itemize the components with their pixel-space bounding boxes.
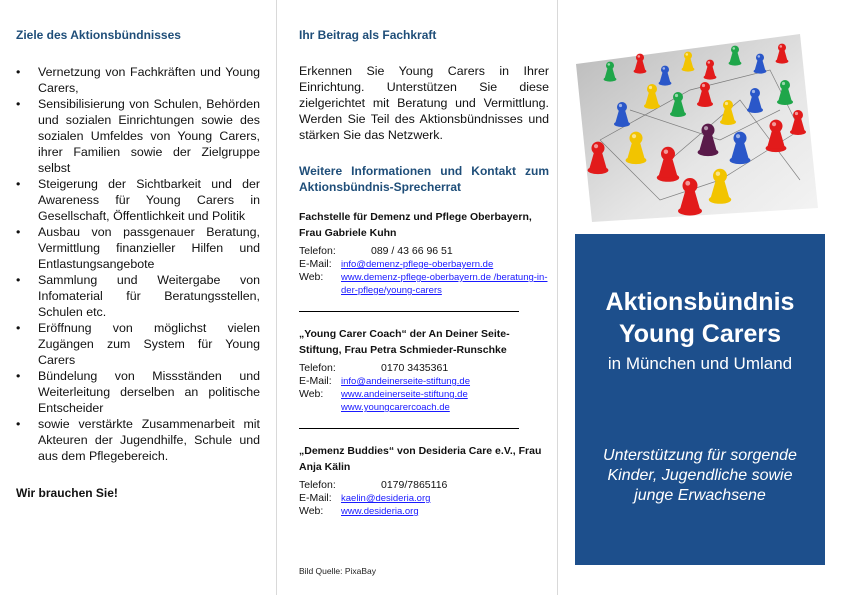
goal-item: • Vernetzung von Fachkräften und Young Carers, (16, 64, 260, 96)
web-link[interactable]: www.andeinerseite-stiftung.de (341, 389, 468, 400)
contact-name: „Young Carer Coach“ der An Deiner Seite-Stiftung, Frau Petra Schmieder-Runschke (299, 328, 510, 356)
tagline: Unterstützung für sorgende Kinder, Jugendliche sowie junge Erwachsene (603, 447, 797, 504)
phone-number: 089 / 43 66 96 51 (371, 245, 453, 257)
contribution-heading: Ihr Beitrag als Fachkraft (299, 28, 437, 42)
goals-heading: Ziele des Aktionsbündnisses (16, 28, 181, 42)
contact-block (299, 326, 549, 429)
email-label: E-Mail: (299, 492, 332, 504)
goals-list (16, 64, 260, 464)
email-label: E-Mail: (299, 375, 332, 387)
contact-block (299, 209, 549, 312)
contribution-text: Erkennen Sie Young Carers in Ihrer Einrichtung. Unterstützen Sie diese zielgerichtet mit Beratung und Vermittlung. Werden Sie Teil des Aktionsbündnisses und stärken Sie das Netzwerk. (299, 64, 549, 142)
email-link[interactable]: kaelin@desideria.org (341, 493, 431, 504)
contact-name: „Demenz Buddies“ von Desideria Care e.V., Frau Anja Kälin (299, 445, 542, 473)
phone-number: 0179/7865116 (381, 479, 448, 491)
network-game-pieces-photo (570, 30, 818, 222)
contribution-column (299, 28, 549, 518)
goal-item: • Bündelung von Missständen und Weiterleitung derselben an politische Entscheider (16, 368, 260, 416)
goal-item: • Ausbau von passgenauer Beratung, Vermittlung finanzieller Hilfen und Entlastungsangebote (16, 224, 260, 272)
web-link[interactable]: www.desideria.org (341, 506, 419, 517)
phone-label: Telefon: (299, 245, 336, 257)
image-credit: Bild Quelle: PixaBay (299, 566, 377, 576)
contact-separator (299, 428, 519, 429)
email-link[interactable]: info@andeinerseite-stiftung.de (341, 376, 471, 387)
web-link-secondary[interactable]: www.youngcarercoach.de (341, 402, 450, 413)
email-link[interactable]: info@demenz-pflege-oberbayern.de (341, 259, 494, 270)
email-label: E-Mail: (299, 258, 332, 270)
title-subtitle: in München und Umland (607, 354, 793, 373)
column-divider-2 (557, 0, 558, 595)
contact-block (299, 443, 549, 518)
contact-name: Fachstelle für Demenz und Pflege Oberbayern, Frau Gabriele Kuhn (299, 211, 532, 239)
phone-label: Telefon: (299, 479, 336, 491)
web-label: Web: (299, 388, 324, 400)
column-divider-1 (276, 0, 277, 595)
contact-heading: Weitere Informationen und Kontakt zum Aktionsbündnis-Sprecherrat (299, 164, 549, 194)
phone-number: 0170 3435361 (381, 362, 449, 374)
title-line-1: Aktionsbündnis (605, 288, 795, 316)
phone-label: Telefon: (299, 362, 336, 374)
contact-separator (299, 311, 519, 312)
title-line-2: Young Carers (618, 320, 782, 348)
web-link[interactable]: www.demenz-pflege-oberbayern.de /beratung-in-der-pflege/young-carers (341, 272, 548, 296)
web-label: Web: (299, 505, 324, 517)
goal-item: • Eröffnung von möglichst vielen Zugängen zum System für Young Carers (16, 320, 260, 368)
web-label: Web: (299, 271, 324, 283)
closing-callout: Wir brauchen Sie! (16, 486, 118, 500)
title-panel (575, 234, 825, 565)
goal-item: • Sammlung und Weitergabe von Infomaterial für Beratungsstellen, Schulen etc. (16, 272, 260, 320)
goals-column (16, 28, 260, 500)
goal-item: • Steigerung der Sichtbarkeit und der Awareness für Young Carers in Gesellschaft, Öffentlichkeit und Politik (16, 176, 260, 224)
goal-item: • sowie verstärkte Zusammenarbeit mit Akteuren der Jugendhilfe, Schule und aus dem Pflegebereich. (16, 416, 260, 464)
goal-item: • Sensibilisierung von Schulen, Behörden und sozialen Einrichtungen sowie des sozialen Umfeldes von Young Carers, ihrer Familien sowie der Zielgruppe selbst (16, 96, 260, 176)
